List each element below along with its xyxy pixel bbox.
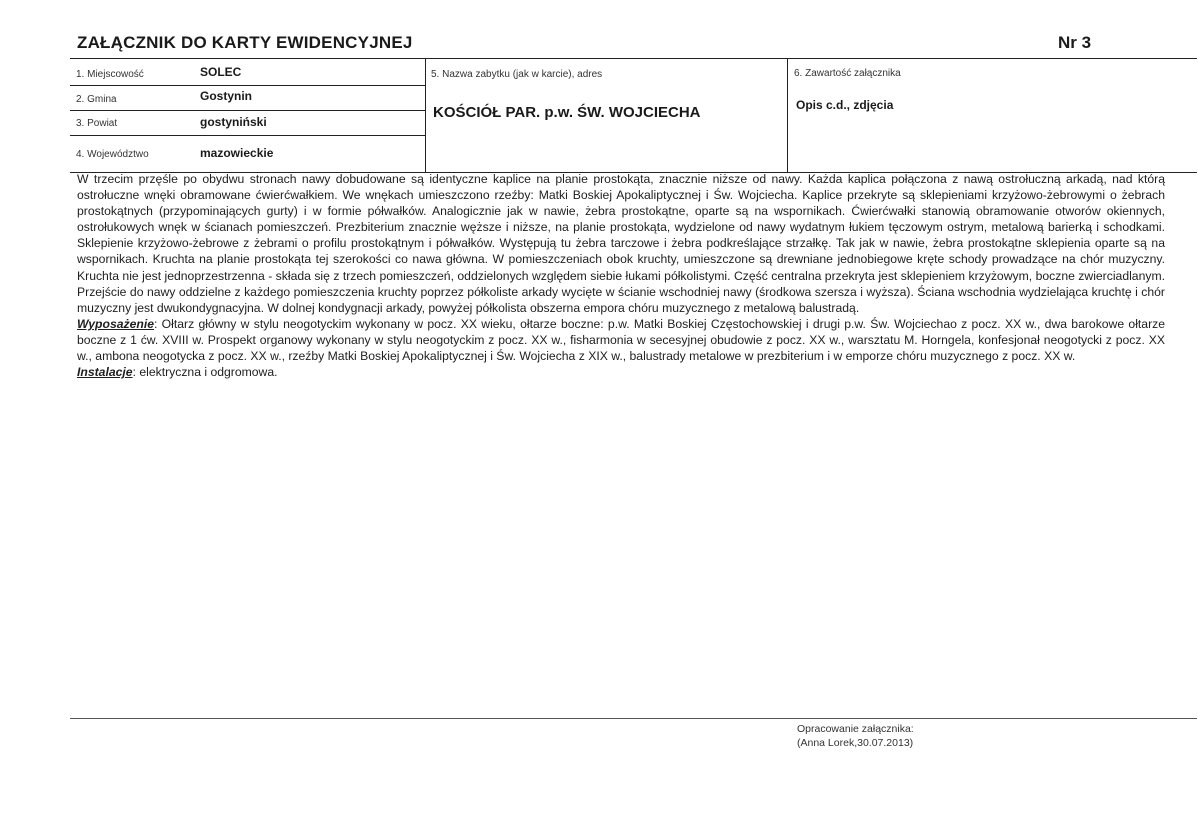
field-powiat — [70, 110, 425, 136]
field-value: mazowieckie — [200, 146, 274, 160]
instalacje-section — [77, 364, 1165, 380]
field-value: gostyniński — [200, 115, 267, 129]
field-label: 4. Województwo — [76, 149, 149, 160]
field-value: Gostynin — [200, 89, 253, 103]
header-table — [70, 58, 1197, 173]
instalacje-text: : elektryczna i odgromowa. — [132, 365, 278, 380]
field-gmina — [70, 85, 425, 111]
wyposazenie-heading: Wyposażenie — [77, 316, 154, 331]
footer-author: (Anna Lorek,30.07.2013) — [797, 737, 914, 749]
attachment-number: Nr 3 — [1058, 33, 1092, 52]
field-label: 3. Powiat — [76, 118, 118, 129]
field-label: 6. Zawartość załącznika — [794, 68, 901, 79]
footer-label: Opracowanie załącznika: — [797, 723, 914, 735]
instalacje-heading: Instalacje — [77, 365, 133, 380]
wyposazenie-section — [77, 316, 1165, 364]
field-wojewodztwo — [70, 135, 425, 172]
wyposazenie-text: : Ołtarz główny w stylu neogotyckim wykonany w pocz. XX wieku, ołtarze boczne: p.w. Matki Boskiej Częstochowskiej i drugi p.w. Św. Wojciechao z pocz. XX w., dwa barokowe ołtarze boczne z 1 ćw. XVIII w. Prospekt organowy wykonany w stylu neogotyckim z pocz. XX w., fisharmonia w secesyjnej obudowie z pocz. XX w., warsztatu M. Horngela, konfesjonał neogotycki z pocz. XX w., ambona neogotycka z pocz. XX w., rzeźby Matki Boskiej Apokaliptycznej i Św. Wojciecha z XIX w., balustrady metalowe w prezbiterium i w emporze chóru muzycznego z pocz. XX w. — [77, 316, 1165, 364]
field-miejscowosc — [70, 59, 425, 86]
field-label: 1. Miejscowość — [76, 69, 144, 80]
location-fields — [70, 59, 426, 172]
description-body — [77, 171, 1165, 380]
field-value: Opis c.d., zdjęcia — [796, 98, 894, 112]
field-nazwa-zabytku — [425, 59, 788, 172]
field-zawartosc — [788, 59, 1197, 172]
field-label: 5. Nazwa zabytku (jak w karcie), adres — [431, 69, 603, 80]
description-paragraph: W trzecim przęśle po obydwu stronach nawy dobudowane są identyczne kaplice na planie prostokąta, znacznie niższe od nawy. Każda kaplica połączona z nawą ostrołuczną arkadą, nad którą ostrołuczne wnęki obramowane ćwierćwałkiem. We wnękach umieszczono rzeźby: Matki Boskiej Apokaliptycznej i Św. Wojciecha. Kaplice przekryte są sklepieniami krzyżowo-żebrowymi o żebrach prostokątnych (przypominających gurty) i w formie półwałków. Analogicznie jak w nawie, żebra prostokątne, oparte są na wspornikach. Ćwierćwałki stanowią obramowanie otworów okiennych, ostrołukowych wnęk w ścianach pomieszczeń. Prezbiterium znacznie węższe i niższe, na planie prostokąta, wydzielone od nawy wydatnym łukiem tęczowym ostrym, metalową barierką i schodkami. Sklepienie krzyżowo-żebrowe z żebrami o profilu prostokątnym i półwałków. Występują tu żebra tarczowe i żebra podkreślające strzałkę. Tak jak w nawie, żebra prostokątne sklepienia oparte są na wspornikach. Kruchta na planie prostokąta tej szerokości co nawa główna. W pomieszczeniach obok kruchty, umieszczone są drewniane jednobiegowe kręte schody prowadzące na chór muzyczny. Kruchta nie jest jednoprzestrzenna - składa się z trzech pomieszczeń, oddzielonych względem siebie łukami półkolistymi. Część centralna przekryta jest sklepieniem krzyżowym, boczne zwierciadlanym. Przejście do nawy oddzielne z każdego pomieszczenia kruchty poprzez półkoliste arkady wycięte w ścianie wschodniej nawy (środkowa szersza i wyższa). Ściana wschodnia wydzielająca kruchtę i chór muzyczny jest dwukondygnacyjna. W dolnej kondygnacji arkady, powyżej półkolista obszerna empora chóru muzycznego z metalową balustradą. — [77, 172, 1165, 315]
field-value: SOLEC — [200, 65, 242, 79]
page-title: ZAŁĄCZNIK DO KARTY EWIDENCYJNEJ — [77, 33, 413, 52]
footer-divider — [70, 718, 1197, 719]
monument-name: KOŚCIÓŁ PAR. p.w. ŚW. WOJCIECHA — [433, 104, 701, 121]
field-label: 2. Gmina — [76, 94, 117, 105]
